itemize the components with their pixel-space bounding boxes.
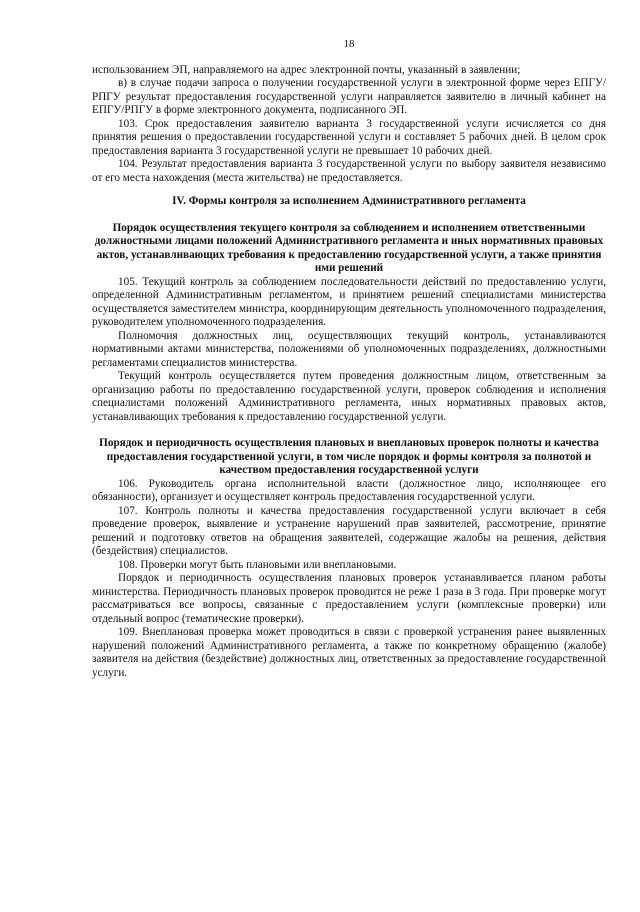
section-title: IV. Формы контроля за исполнением Административного регламента	[172, 195, 526, 207]
paragraph: 108. Проверки могут быть плановыми или внеплановыми.	[118, 558, 397, 571]
paragraph: 109. Внеплановая проверка может проводиться в связи с проверкой устранения ранее выявленных нарушений положений Административного регламента, а также по конкретному обращению (жалобе) заявителя на действия (бездействие) должностных лиц, ответственных за предоставление государственной услуги.	[92, 626, 606, 679]
subsection-title: Порядок и периодичность осуществления плановых и внеплановых проверок полноты и качества предоставления государственной услуги, в том числе порядок и формы контроля за полнотой и качеством предоставления государственной услуги	[99, 437, 599, 476]
paragraph: Полномочия должностных лиц, осуществляющих текущий контроль, устанавливаются нормативными актами министерства, положениями об уполномоченных подразделениях, должностными регламентами специалистов министерства.	[92, 329, 606, 369]
paragraph: 106. Руководитель органа исполнительной власти (должностное лицо, исполняющее его обязанности), организует и осуществляет контроль предоставления государственной услуги.	[92, 477, 606, 503]
page-number: 18	[343, 38, 355, 50]
paragraph: в) в случае подачи запроса о получении государственной услуги в электронной форме через ЕПГУ/РПГУ результат предоставления государственной услуги направляется заявителю в личный кабинет на ЕПГУ/РПГУ в форме электронного документа, подписанного ЭП.	[92, 77, 606, 116]
subsection-title: Порядок осуществления текущего контроля за соблюдением и исполнением ответственными должностными лицами положений Административного регламента и иных нормативных правовых актов, устанавливающих требования к предоставлению государственной услуги, а также принятия ими решений	[94, 221, 604, 274]
paragraph: 107. Контроль полноты и качества предоставления государственной услуги включает в себя проведение проверок, выявление и устранение нарушений прав заявителей, рассмотрение, принятие решений и подготовку ответов на обращения заявителей, содержащие жалобы на решения, действия (бездействия) специалистов.	[92, 504, 606, 557]
spacer	[92, 424, 606, 437]
paragraph: использованием ЭП, направляемого на адрес электронной почты, указанный в заявлении;	[92, 63, 521, 76]
paragraph: 103. Срок предоставления заявителю варианта 3 государственной услуги исчисляется со дня принятия решения о предоставлении государственной услуги и составляет 5 рабочих дней. В целом срок предоставления варианта 3 государственной услуги не превышает 10 рабочих дней.	[92, 117, 606, 157]
paragraph: 105. Текущий контроль за соблюдением последовательности действий по предоставлению услуги, определенной Административным регламентом, и принятием решений специалистами министерства осуществляется заместителем министра, координирующим деятельность уполномоченного подразделения, руководителем уполномоченного подразделения.	[92, 275, 606, 328]
paragraph: Текущий контроль осуществляется путем проведения должностным лицом, ответственным за организацию работы по предоставлению государственной услуги, проверок соблюдения и исполнения специалистами положений Административного регламента, иных нормативных правовых актов, устанавливающих требования к предоставлению государственной услуги.	[92, 370, 606, 423]
paragraph: 104. Результат предоставления варианта 3 государственной услуги по выбору заявителя независимо от его места нахождения (места жительства) не предоставляется.	[92, 158, 606, 184]
paragraph: Порядок и периодичность осуществления плановых проверок устанавливается планом работы министерства. Периодичность плановых проверок проводится не реже 1 раза в 3 года. При проверке могут рассматриваться все вопросы, связанные с предоставлением услуги (комплексные проверки) или отдельный вопрос (тематические проверки).	[92, 572, 606, 625]
